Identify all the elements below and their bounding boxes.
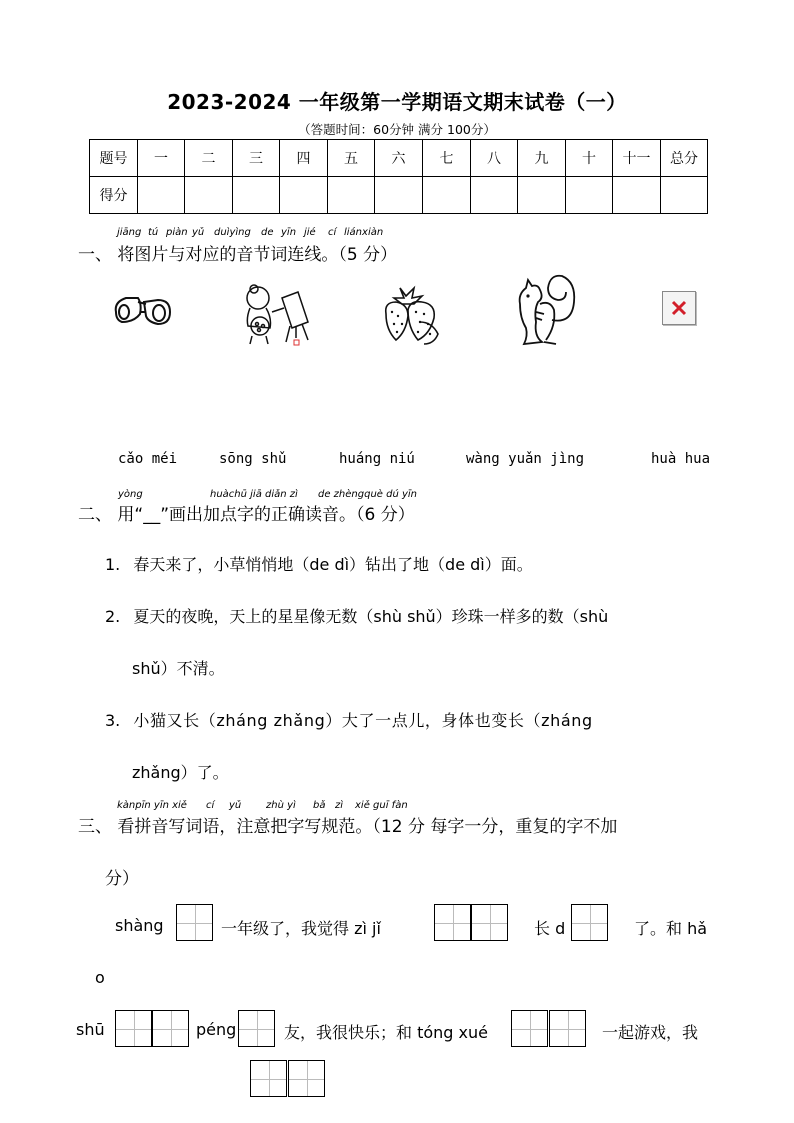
score-cell: 二 <box>185 140 233 177</box>
score-input-cell[interactable] <box>280 177 328 214</box>
pinyin-annotation: xiě guī fàn <box>355 800 408 811</box>
question-item <box>105 708 593 731</box>
exam-info: （答题时间：60分钟 满分 100分） <box>298 122 496 137</box>
tianzige-box[interactable] <box>471 904 508 941</box>
score-input-cell[interactable] <box>613 177 661 214</box>
binoculars-icon <box>112 292 174 332</box>
pinyin-annotation: de zhèngquè dú yīn <box>318 489 418 500</box>
pinyin-word: wàng yuǎn jìng <box>466 451 585 467</box>
tianzige-box[interactable] <box>152 1010 189 1047</box>
section-1-heading <box>78 240 397 265</box>
section-2-heading <box>78 500 415 525</box>
pinyin-annotation: liánxiàn <box>344 227 384 238</box>
pinyin-annotation: yǔ <box>192 227 205 238</box>
pinyin-annotation: jiāng <box>117 227 142 238</box>
tianzige-box[interactable] <box>511 1010 548 1047</box>
question-number: 2. <box>105 607 121 626</box>
pinyin-annotation: tú <box>148 227 159 238</box>
score-input-cell[interactable] <box>518 177 566 214</box>
pinyin-annotation: yǔ <box>229 800 242 811</box>
question-continuation: zhǎng）了。 <box>132 763 229 782</box>
score-table-header-row <box>90 140 708 177</box>
tianzige-box[interactable] <box>115 1010 152 1047</box>
fill-text: 长 d <box>534 919 566 938</box>
score-input-cell[interactable] <box>661 177 708 214</box>
pinyin-annotation: jié <box>304 227 316 238</box>
section-number: 一、 <box>78 245 112 265</box>
section-number: 三、 <box>78 817 112 837</box>
score-input-cell[interactable] <box>423 177 471 214</box>
score-label-cell: 得分 <box>90 177 138 214</box>
pinyin-word: cǎo méi <box>118 451 178 467</box>
score-input-cell[interactable] <box>138 177 185 214</box>
fill-text: shū <box>76 1020 105 1039</box>
question-number: 3. <box>105 711 121 730</box>
section-instruction: 用“__”画出加点字的正确读音。（6 分） <box>117 505 415 525</box>
pinyin-annotation: zì <box>335 800 344 811</box>
section-number: 二、 <box>78 505 112 525</box>
question-number: 1. <box>105 555 121 574</box>
fill-text: péng <box>196 1020 237 1039</box>
fill-text: 了。和 hǎ <box>634 919 708 938</box>
score-cell: 十一 <box>613 140 661 177</box>
score-cell: 六 <box>375 140 423 177</box>
score-input-cell[interactable] <box>375 177 423 214</box>
pinyin-word: huà hua <box>651 451 711 467</box>
section-instruction-cont: 分） <box>105 869 139 889</box>
fill-text: 一年级了，我觉得 zì jǐ <box>221 919 381 938</box>
score-cell: 九 <box>518 140 566 177</box>
score-cell: 一 <box>138 140 185 177</box>
pinyin-annotation: piàn <box>166 227 188 238</box>
pinyin-annotation: yīn <box>281 227 297 238</box>
tianzige-box[interactable] <box>288 1060 325 1097</box>
tianzige-box[interactable] <box>571 904 608 941</box>
score-input-cell[interactable] <box>328 177 375 214</box>
tianzige-box[interactable] <box>549 1010 586 1047</box>
pinyin-annotation: yòng <box>118 489 143 500</box>
fill-text: 友，我很快乐；和 tóng xué <box>284 1023 488 1042</box>
pinyin-annotation: kànpīn yīn xiě <box>117 800 187 811</box>
pinyin-word: sōng shǔ <box>219 451 287 467</box>
fill-text: shàng <box>115 916 164 935</box>
score-cell: 十 <box>566 140 613 177</box>
pinyin-annotation: duìyìng <box>214 227 251 238</box>
section-instruction: 看拼音写词语，注意把字写规范。（12 分 每字一分，重复的字不加 <box>117 817 618 837</box>
score-cell: 题号 <box>90 140 138 177</box>
tianzige-box[interactable] <box>250 1060 287 1097</box>
section-3-heading <box>78 812 617 837</box>
pinyin-annotation: cí <box>328 227 337 238</box>
question-text: 春天来了，小草悄悄地（de dì）钻出了地（de dì）面。 <box>133 555 533 574</box>
score-cell: 五 <box>328 140 375 177</box>
question-continuation: shǔ）不清。 <box>132 659 225 678</box>
score-cell: 三 <box>233 140 280 177</box>
question-text: 小猫又长（zháng zhǎng）大了一点儿，身体也变长（zháng <box>133 711 593 730</box>
fill-text: 一起游戏，我 <box>602 1023 699 1042</box>
pinyin-annotation: cí <box>206 800 215 811</box>
tianzige-box[interactable] <box>434 904 471 941</box>
pinyin-annotation: zhù yì <box>266 800 296 811</box>
strawberries-icon <box>378 282 444 348</box>
broken-image-icon <box>662 291 696 325</box>
squirrel-icon <box>514 270 580 350</box>
pinyin-annotation: de <box>261 227 274 238</box>
score-cell: 四 <box>280 140 328 177</box>
tianzige-box[interactable] <box>238 1010 275 1047</box>
pinyin-word: huáng niú <box>339 451 415 467</box>
score-cell: 总分 <box>661 140 708 177</box>
score-input-cell[interactable] <box>471 177 518 214</box>
pinyin-annotation: bǎ <box>313 800 326 811</box>
fill-text: o <box>95 968 105 987</box>
page-title: 2023-2024 一年级第一学期语文期末试卷（一） <box>167 90 627 114</box>
question-item <box>105 604 608 627</box>
question-text: 夏天的夜晚，天上的星星像无数（shù shǔ）珍珠一样多的数（shù <box>133 607 609 626</box>
score-table-score-row <box>90 177 708 214</box>
score-cell: 八 <box>471 140 518 177</box>
score-table <box>89 139 708 214</box>
girl-painting-icon <box>238 282 316 348</box>
score-input-cell[interactable] <box>566 177 613 214</box>
score-input-cell[interactable] <box>233 177 280 214</box>
question-item <box>105 552 533 575</box>
red-cross-icon <box>663 292 695 324</box>
score-input-cell[interactable] <box>185 177 233 214</box>
tianzige-box[interactable] <box>176 904 213 941</box>
pinyin-annotation: huàchū jiā diǎn zì <box>210 489 298 500</box>
section-instruction: 将图片与对应的音节词连线。（5 分） <box>117 245 398 265</box>
score-cell: 七 <box>423 140 471 177</box>
